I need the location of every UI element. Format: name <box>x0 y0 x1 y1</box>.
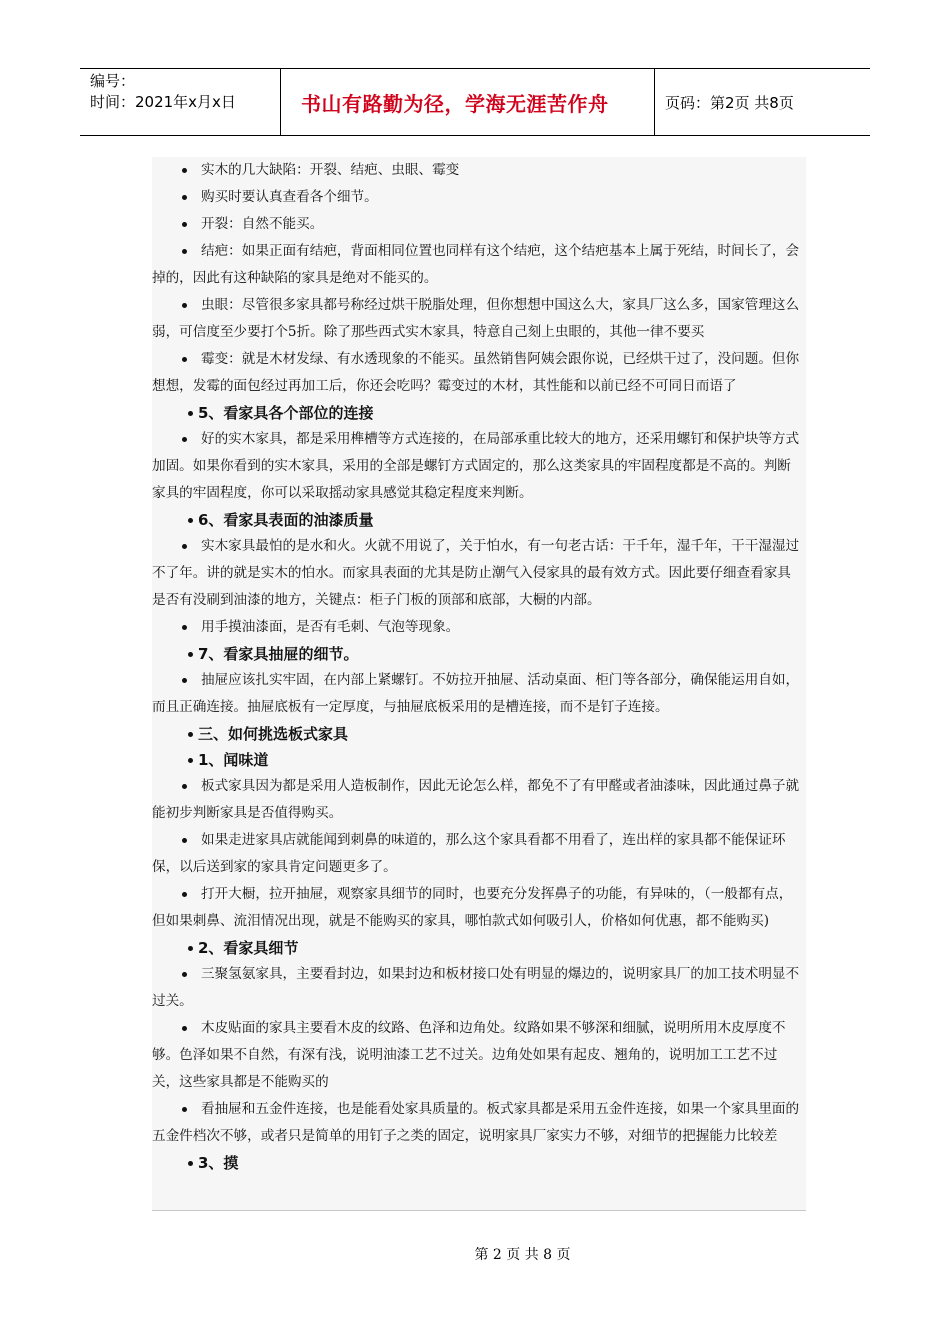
paragraph-text: 好的实木家具，都是采用榫槽等方式连接的，在局部承重比较大的地方，还采用螺钉和保护块等方式加固。如果你看到的实木家具，采用的全部是螺钉方式固定的，那么这类家具的牢固程度都是不高的。判断家具的牢固程度，你可以采取摇动家具感觉其稳定程度来判断。 <box>152 431 800 501</box>
bullet-paragraph <box>152 667 806 721</box>
bullet-paragraph <box>152 614 806 641</box>
bullet-dot-icon <box>182 784 187 789</box>
header-motto-cell <box>281 69 655 135</box>
paragraph-text: 打开大橱，拉开抽屉，观察家具细节的同时，也要充分发挥鼻子的功能，有异味的，（一般都有点，但如果刺鼻、流泪情况出现，就是不能购买的家具，哪怕款式如何吸引人，价格如何优惠，都不能购买) <box>152 886 793 929</box>
paragraph-text: 6、看家具表面的油漆质量 <box>198 511 374 529</box>
paragraph-text: 2、看家具细节 <box>198 939 299 957</box>
header-page-cell <box>655 69 870 135</box>
paragraph-text: 5、看家具各个部位的连接 <box>198 404 374 422</box>
bullet-dot-icon <box>188 411 193 416</box>
bullet-dot-icon <box>188 518 193 523</box>
section-heading <box>152 747 806 773</box>
bullet-dot-icon <box>182 249 187 254</box>
bullet-dot-icon <box>182 544 187 549</box>
bullet-dot-icon <box>182 972 187 977</box>
document-body <box>152 157 806 1211</box>
bullet-dot-icon <box>182 195 187 200</box>
bullet-paragraph <box>152 1096 806 1150</box>
bullet-dot-icon <box>182 1107 187 1112</box>
bullet-paragraph <box>152 961 806 1015</box>
paragraph-text: 看抽屉和五金件连接，也是能看处家具质量的。板式家具都是采用五金件连接，如果一个家具里面的五金件档次不够，或者只是简单的用钉子之类的固定，说明家具厂家实力不够，对细节的把握能力比较差 <box>152 1101 800 1144</box>
bullet-paragraph <box>152 827 806 881</box>
paragraph-text: 如果走进家具店就能闻到刺鼻的味道的，那么这个家具看都不用看了，连出样的家具都不能保证环保，以后送到家的家具肯定问题更多了。 <box>152 832 786 875</box>
bullet-paragraph <box>152 426 806 507</box>
bullet-dot-icon <box>188 1161 193 1166</box>
bullet-paragraph <box>152 238 806 292</box>
bullet-dot-icon <box>188 652 193 657</box>
paragraph-text: 7、看家具抽屉的细节。 <box>198 645 359 663</box>
bullet-paragraph <box>152 157 806 184</box>
bullet-dot-icon <box>182 678 187 683</box>
bullet-dot-icon <box>182 168 187 173</box>
paragraph-text: 霉变：就是木材发绿、有水透现象的不能买。虽然销售阿姨会跟你说，已经烘干过了，没问题。但你想想，发霉的面包经过再加工后，你还会吃吗？霉变过的木材，其性能和以前已经不可同日而语了 <box>152 351 800 394</box>
bullet-dot-icon <box>182 1026 187 1031</box>
bullet-paragraph <box>152 292 806 346</box>
paragraph-text: 实木家具最怕的是水和火。火就不用说了，关于怕水，有一句老古话：干千年，湿千年，干干湿湿过不了年。讲的就是实木的怕水。而家具表面的尤其是防止潮气入侵家具的最有效方式。因此要仔细查看家具是否有没刷到油漆的地方，关键点：柜子门板的顶部和底部，大橱的内部。 <box>152 538 800 608</box>
paragraph-text: 结疤：如果正面有结疤，背面相同位置也同样有这个结疤，这个结疤基本上属于死结，时间长了，会掉的，因此有这种缺陷的家具是绝对不能买的。 <box>152 243 800 286</box>
paragraph-text: 开裂：自然不能买。 <box>201 216 324 232</box>
bullet-paragraph <box>152 533 806 614</box>
bullet-dot-icon <box>182 838 187 843</box>
paragraph-text: 抽屉应该扎实牢固，在内部上紧螺钉。不妨拉开抽屉、活动桌面、柜门等各部分，确保能运用自如，而且正确连接。抽屉底板有一定厚度，与抽屉底板采用的是槽连接，而不是钉子连接。 <box>152 672 800 715</box>
header-motto: 书山有路勤为径，学海无涯苦作舟 <box>301 91 609 116</box>
bullet-paragraph <box>152 773 806 827</box>
bullet-dot-icon <box>182 437 187 442</box>
page-header <box>80 68 870 136</box>
bullet-paragraph <box>152 211 806 238</box>
paragraph-text: 用手摸油漆面，是否有毛刺、气泡等现象。 <box>201 619 460 635</box>
section-heading <box>152 935 806 961</box>
bullet-paragraph <box>152 184 806 211</box>
page-footer <box>0 1244 950 1264</box>
paragraph-text: 三、如何挑选板式家具 <box>198 725 349 743</box>
bullet-dot-icon <box>182 222 187 227</box>
footer-page-number: 第 2 页 共 8 页 <box>474 1247 571 1263</box>
bullet-dot-icon <box>188 732 193 737</box>
bullet-dot-icon <box>182 892 187 897</box>
header-page-code: 页码：第2页 共8页 <box>665 93 794 112</box>
bullet-dot-icon <box>182 357 187 362</box>
section-heading <box>152 641 806 667</box>
bullet-dot-icon <box>188 946 193 951</box>
bullet-dot-icon <box>182 303 187 308</box>
bullet-paragraph <box>152 1015 806 1096</box>
section-heading <box>152 400 806 426</box>
header-info-cell <box>80 69 281 135</box>
paragraph-text: 1、闻味道 <box>198 751 269 769</box>
paragraph-text: 板式家具因为都是采用人造板制作，因此无论怎么样，都免不了有甲醛或者油漆味，因此通过鼻子就能初步判断家具是否值得购买。 <box>152 778 800 821</box>
bullet-paragraph <box>152 881 806 935</box>
paragraph-text: 木皮贴面的家具主要看木皮的纹路、色泽和边角处。纹路如果不够深和细腻，说明所用木皮厚度不够。色泽如果不自然，有深有浅，说明油漆工艺不过关。边角处如果有起皮、翘角的，说明加工工艺不过关，这些家具都是不能购买的 <box>152 1020 786 1090</box>
document-time-label: 时间：2021年x月x日 <box>90 93 236 111</box>
bullet-paragraph <box>152 346 806 400</box>
paragraph-text: 虫眼：尽管很多家具都号称经过烘干脱脂处理，但你想想中国这么大，家具厂这么多，国家管理这么弱，可信度至少要打个5折。除了那些西式实木家具，特意自己刻上虫眼的，其他一律不要买 <box>152 297 800 340</box>
paragraph-text: 购买时要认真查看各个细节。 <box>201 189 378 205</box>
document-number-label: 编号： <box>90 72 136 90</box>
paragraph-text: 3、摸 <box>198 1154 239 1172</box>
section-heading <box>152 507 806 533</box>
paragraph-text: 三聚氢氨家具，主要看封边，如果封边和板材接口处有明显的爆边的，说明家具厂的加工技术明显不过关。 <box>152 966 800 1009</box>
bullet-dot-icon <box>182 625 187 630</box>
section-heading <box>152 1150 806 1176</box>
section-heading <box>152 721 806 747</box>
paragraph-text: 实木的几大缺陷：开裂、结疤、虫眼、霉变 <box>201 162 460 178</box>
bullet-dot-icon <box>188 758 193 763</box>
